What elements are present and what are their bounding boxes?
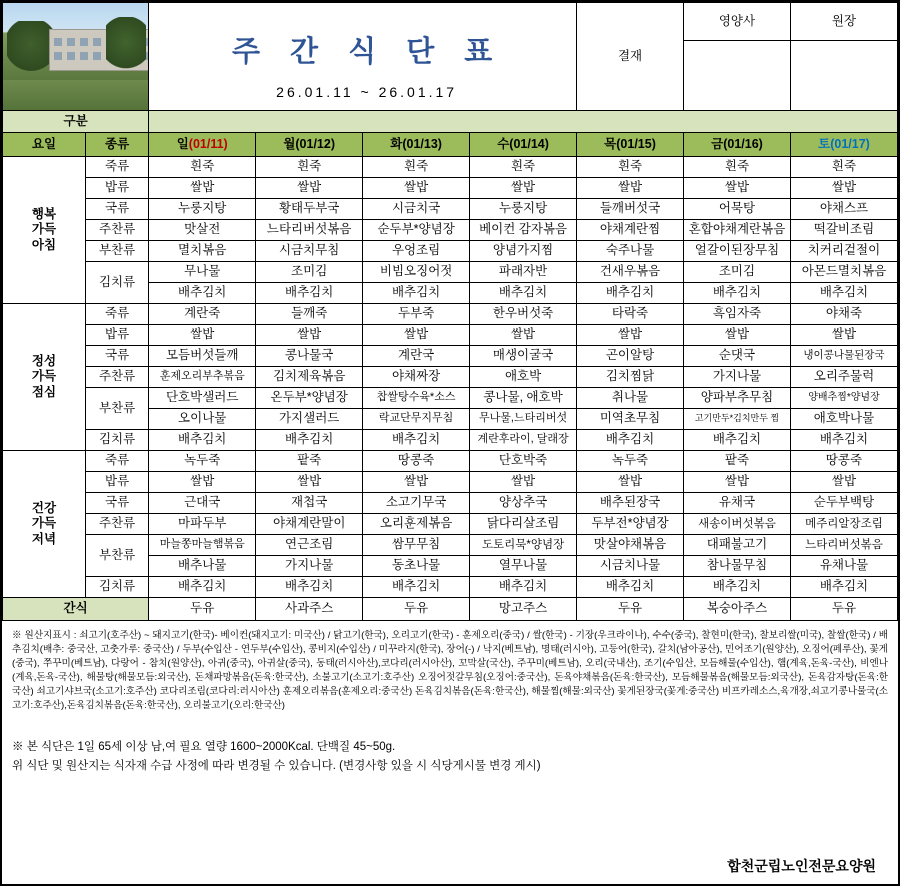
meal-label-line-2: 아침: [31, 237, 57, 252]
dish-cell: 야채죽: [790, 304, 897, 325]
dish-cell: 쌀밥: [256, 325, 363, 346]
dish-cell: 배추김치: [256, 577, 363, 598]
dish-cell: 오리훈제볶음: [363, 514, 470, 535]
dish-cell: 팥죽: [256, 451, 363, 472]
dish-cell: 조미김: [684, 262, 791, 283]
dish-cell: 야채짜장: [363, 367, 470, 388]
day-header-3: [470, 133, 577, 157]
dish-cell: 양파부추무침: [684, 388, 791, 409]
kind-dinner-5: 김치류: [85, 577, 148, 598]
gubun-header-row: [3, 111, 898, 133]
snack-cell: 두유: [149, 598, 256, 621]
dish-cell: 계란국: [363, 346, 470, 367]
dish-cell: 단호박죽: [470, 451, 577, 472]
meal-label-dinner: [3, 451, 86, 598]
day-header-1: [256, 133, 363, 157]
dish-cell: 녹두죽: [577, 451, 684, 472]
dish-cell: 쌀밥: [363, 325, 470, 346]
yoil-label: 요일: [3, 133, 86, 157]
dish-cell: 열무나물: [470, 556, 577, 577]
dish-cell: 녹두죽: [149, 451, 256, 472]
dish-cell: 가지나물: [684, 367, 791, 388]
dish-cell: 팥죽: [684, 451, 791, 472]
table-row: [3, 472, 898, 493]
date-range: 26.01.11 ~ 26.01.17: [276, 83, 458, 100]
dish-cell: 양념가지찜: [470, 241, 577, 262]
table-row: [3, 493, 898, 514]
dish-cell: 쌀밥: [577, 178, 684, 199]
dish-cell: 누룽지탕: [149, 199, 256, 220]
kind-dinner-4: 부찬류: [85, 535, 148, 577]
gubun-spacer: [149, 111, 898, 133]
dish-cell: 배추김치: [470, 283, 577, 304]
snack-cell: 두유: [790, 598, 897, 621]
snack-cell: 망고주스: [470, 598, 577, 621]
dish-cell: 쌀밥: [790, 178, 897, 199]
table-row: [3, 346, 898, 367]
kind-breakfast-2: 국류: [85, 199, 148, 220]
dish-cell: 흰죽: [149, 157, 256, 178]
dish-cell: 단호박샐러드: [149, 388, 256, 409]
dish-cell: 떡갈비조림: [790, 220, 897, 241]
dish-cell: 배추김치: [256, 283, 363, 304]
dish-cell: 얼갈이된장무침: [684, 241, 791, 262]
tree-icon: [7, 21, 55, 73]
dish-cell: 맛살전: [149, 220, 256, 241]
snack-section: [3, 598, 898, 621]
dish-cell: 순두부백탕: [790, 493, 897, 514]
dish-cell: 배추김치: [149, 283, 256, 304]
day-date-3: (01/14): [509, 136, 549, 151]
dish-cell: 도토리묵*양념장: [470, 535, 577, 556]
day-name-0: 일: [176, 136, 189, 151]
snack-cell: 두유: [577, 598, 684, 621]
dish-cell: 배추김치: [684, 577, 791, 598]
building-photo: [3, 3, 149, 111]
dish-cell: 배추김치: [363, 283, 470, 304]
kind-lunch-3: 주찬류: [85, 367, 148, 388]
dish-cell: 느타리버섯볶음: [256, 220, 363, 241]
meal-label-breakfast: [3, 157, 86, 304]
calorie-note: [2, 712, 898, 775]
dish-cell: 계란후라이, 달래장: [470, 430, 577, 451]
dish-cell: 배추김치: [149, 430, 256, 451]
day-header-0: [149, 133, 256, 157]
kind-dinner-0: 죽류: [85, 451, 148, 472]
dish-cell: 땅콩죽: [363, 451, 470, 472]
kind-breakfast-0: 죽류: [85, 157, 148, 178]
dish-cell: 쌀밥: [577, 325, 684, 346]
table-row: [3, 241, 898, 262]
dish-cell: 배추김치: [577, 283, 684, 304]
meal-section-lunch: [3, 304, 898, 451]
table-row: [3, 514, 898, 535]
snack-cell: 두유: [363, 598, 470, 621]
day-date-0: (01/11): [188, 136, 228, 151]
kind-lunch-5: 김치류: [85, 430, 148, 451]
sign-nutritionist-label: 영양사: [684, 3, 791, 41]
day-name-6: 토: [818, 136, 831, 151]
dish-cell: 두부전*양념장: [577, 514, 684, 535]
snack-cell: 사과주스: [256, 598, 363, 621]
dish-cell: 무나물: [149, 262, 256, 283]
day-date-2: (01/13): [402, 136, 442, 151]
title-block: [149, 3, 577, 111]
dish-cell: 쌈무무침: [363, 535, 470, 556]
meal-label-line-0: 행복: [31, 206, 57, 221]
dish-cell: 고기만두*김치만두 찜: [684, 409, 791, 430]
dish-cell: 연근조림: [256, 535, 363, 556]
dish-cell: 무나물,느타리버섯: [470, 409, 577, 430]
dish-cell: 누룽지탕: [470, 199, 577, 220]
dish-cell: 양배추찜*양념장: [790, 388, 897, 409]
dish-cell: 계란죽: [149, 304, 256, 325]
dish-cell: 소고기무국: [363, 493, 470, 514]
meal-label-line-1: 가득: [31, 369, 57, 384]
day-name-2: 화: [390, 136, 403, 151]
meal-label-line-1: 가득: [31, 222, 57, 237]
dish-cell: 배추김치: [684, 283, 791, 304]
dish-cell: 배추김치: [149, 577, 256, 598]
dish-cell: 흑임자죽: [684, 304, 791, 325]
dish-cell: 락교단무지무침: [363, 409, 470, 430]
dish-cell: 쌀밥: [684, 178, 791, 199]
day-header-2: [363, 133, 470, 157]
table-row: [3, 262, 898, 283]
dish-cell: 쌀밥: [149, 472, 256, 493]
snack-row: [3, 598, 898, 621]
dish-cell: 쌀밥: [363, 472, 470, 493]
dish-cell: 배추된장국: [577, 493, 684, 514]
table-row: [3, 451, 898, 472]
dish-cell: 오이나물: [149, 409, 256, 430]
day-header-6: [790, 133, 897, 157]
dish-cell: 배추김치: [577, 430, 684, 451]
day-name-4: 목: [604, 136, 617, 151]
dish-cell: 유채나물: [790, 556, 897, 577]
dish-cell: 배추김치: [790, 577, 897, 598]
kind-dinner-3: 주찬류: [85, 514, 148, 535]
table-row: [3, 325, 898, 346]
dish-cell: 훈제오리부추볶음: [149, 367, 256, 388]
dish-cell: 쌀밥: [790, 472, 897, 493]
dish-cell: 흰죽: [577, 157, 684, 178]
dish-cell: 황태두부국: [256, 199, 363, 220]
dish-cell: 냉이콩나물된장국: [790, 346, 897, 367]
dish-cell: 어묵탕: [684, 199, 791, 220]
dish-cell: 콩나물, 애호박: [470, 388, 577, 409]
dish-cell: 쌀밥: [470, 325, 577, 346]
dish-cell: 찹쌀탕수육*소스: [363, 388, 470, 409]
dish-cell: 흰죽: [363, 157, 470, 178]
dish-cell: 시금치무침: [256, 241, 363, 262]
dish-cell: 흰죽: [790, 157, 897, 178]
weekly-menu-table: [2, 2, 898, 621]
dish-cell: 들깨죽: [256, 304, 363, 325]
day-header-5: [684, 133, 791, 157]
day-date-5: (01/16): [723, 136, 763, 151]
day-name-3: 수: [497, 136, 510, 151]
dish-cell: 재첩국: [256, 493, 363, 514]
dish-cell: 쌀밥: [256, 178, 363, 199]
day-header-row: [3, 133, 898, 157]
dish-cell: 유채국: [684, 493, 791, 514]
table-row: [3, 157, 898, 178]
dish-cell: 김치제육볶음: [256, 367, 363, 388]
dish-cell: 마파두부: [149, 514, 256, 535]
dish-cell: 파래자반: [470, 262, 577, 283]
dish-cell: 흰죽: [684, 157, 791, 178]
kind-breakfast-1: 밥류: [85, 178, 148, 199]
dish-cell: 비빔오징어젓: [363, 262, 470, 283]
dish-cell: 애호박나물: [790, 409, 897, 430]
dish-cell: 마늘쫑마늘햄볶음: [149, 535, 256, 556]
dish-cell: 가지나물: [256, 556, 363, 577]
dish-cell: 쌀밥: [684, 325, 791, 346]
dish-cell: 배추김치: [470, 577, 577, 598]
dish-cell: 쌀밥: [577, 472, 684, 493]
table-row: [3, 535, 898, 556]
dish-cell: 양상추국: [470, 493, 577, 514]
dish-cell: 쌀밥: [149, 178, 256, 199]
dish-cell: 배추김치: [363, 577, 470, 598]
dish-cell: 애호박: [470, 367, 577, 388]
dish-cell: 가지샐러드: [256, 409, 363, 430]
sign-nutritionist-box[interactable]: [684, 41, 791, 111]
dish-cell: 베이컨 감자볶음: [470, 220, 577, 241]
dish-cell: 메주리알장조림: [790, 514, 897, 535]
calorie-note-line2: 위 식단 및 원산지는 식자재 수급 사정에 따라 변경될 수 있습니다. (변경사항 있을 시 식당게시물 변경 게시): [12, 759, 541, 772]
dish-cell: 닭다리살조림: [470, 514, 577, 535]
table-row: [3, 220, 898, 241]
dish-cell: 쌀밥: [684, 472, 791, 493]
dish-cell: 야채계란찜: [577, 220, 684, 241]
kind-label-kimchi: 김치류: [98, 274, 136, 289]
dish-cell: 조미김: [256, 262, 363, 283]
dish-cell: 쌀밥: [470, 178, 577, 199]
dish-cell: 시금치국: [363, 199, 470, 220]
table-row: [3, 430, 898, 451]
dish-cell: 멸치볶음: [149, 241, 256, 262]
kind-lunch-4: 부찬류: [85, 388, 148, 430]
dish-cell: 아몬드멸치볶음: [790, 262, 897, 283]
road-shape: [3, 80, 148, 110]
dish-cell: 모듬버섯들깨: [149, 346, 256, 367]
dish-cell: 쌀밥: [790, 325, 897, 346]
kind-lunch-0: 죽류: [85, 304, 148, 325]
dish-cell: 참나물무침: [684, 556, 791, 577]
kind-breakfast-4: 부찬류: [85, 241, 148, 262]
table-row: [3, 178, 898, 199]
dish-cell: 콩나물국: [256, 346, 363, 367]
dish-cell: 순댓국: [684, 346, 791, 367]
dish-cell: 배추나물: [149, 556, 256, 577]
meal-section-breakfast: [3, 157, 898, 304]
meal-section-dinner: [3, 451, 898, 598]
dish-cell: 타락죽: [577, 304, 684, 325]
kind-dinner-2: 국류: [85, 493, 148, 514]
dish-cell: 두부죽: [363, 304, 470, 325]
dish-cell: 쌀밥: [256, 472, 363, 493]
organization-name: 합천군립노인전문요양원: [727, 858, 876, 874]
kind-lunch-1: 밥류: [85, 325, 148, 346]
dish-cell: 맛살야채볶음: [577, 535, 684, 556]
dish-cell: 들깨버섯국: [577, 199, 684, 220]
sign-director-label: 원장: [790, 3, 897, 41]
dish-cell: 우엉조림: [363, 241, 470, 262]
dish-cell: 곤이알탕: [577, 346, 684, 367]
dish-cell: 김치찜닭: [577, 367, 684, 388]
dish-cell: 야채스프: [790, 199, 897, 220]
gubun-label: 구분: [3, 111, 149, 133]
meal-label-line-2: 점심: [31, 384, 57, 399]
table-row: [3, 367, 898, 388]
dish-cell: 쌀밥: [470, 472, 577, 493]
dish-cell: 온두부*양념장: [256, 388, 363, 409]
dish-cell: 혼합야채계란볶음: [684, 220, 791, 241]
approval-label: 결재: [577, 3, 684, 111]
meal-label-line-0: 건강: [31, 500, 57, 515]
day-date-6: (01/17): [830, 136, 870, 151]
dish-cell: 배추김치: [790, 283, 897, 304]
table-row: [3, 304, 898, 325]
dish-cell: 느타리버섯볶음: [790, 535, 897, 556]
dish-cell: 치커리겉절이: [790, 241, 897, 262]
table-row: [3, 388, 898, 409]
dish-cell: 숙주나물: [577, 241, 684, 262]
page-title: 주 간 식 단 표: [231, 35, 504, 68]
kind-breakfast-3: 주찬류: [85, 220, 148, 241]
dish-cell: 야채계란말이: [256, 514, 363, 535]
dish-cell: 배추김치: [684, 430, 791, 451]
dish-cell: 취나물: [577, 388, 684, 409]
day-date-4: (01/15): [616, 136, 656, 151]
dish-cell: 매생이굴국: [470, 346, 577, 367]
dish-cell: 쌀밥: [363, 178, 470, 199]
table-row: [3, 577, 898, 598]
dish-cell: 배추김치: [790, 430, 897, 451]
snack-label: 간식: [3, 598, 149, 621]
tree-icon-right: [106, 17, 146, 73]
dish-cell: 배추김치: [256, 430, 363, 451]
dish-cell: 대패불고기: [684, 535, 791, 556]
day-name-1: 월: [283, 136, 296, 151]
day-name-5: 금: [711, 136, 724, 151]
table-row: [3, 199, 898, 220]
origin-note: ※ 원산지표시 : 쇠고기(호주산) ~ 돼지고기(한국)- 베이컨(돼지고기: 미국산) / 닭고기(한국), 오리고기(한국) - 훈제오리(중국) / 쌀(한국) - 기장(우크라이나), 수수(중국), 찰현미(한국), 찰보리쌀(미국), 찰쌀(한국) / 배추김치(배추: 중국산, 고춧가루: 중국산) / 두부(수입산 - 연두부(수입산), 콩비지(수입산) / 미꾸라지(한국), 장어(-) / 낙지(베트남), 명태(러시아), 고등어(한국), 갈치(남아공산), 민어조기(원양산), 오징어(페루산), 꽃게(중국), 쭈꾸미(베트남), 다랑어 - 참치(원양산), 아귀(중국), 아귀살(중국), 동태(러시아산),코다리(러시아산), 꼬막살(국산), 주꾸미(베트남), 오리(국내산), 조기(수입산, 모듬해물(수입산), 햄(계육,돈육-국산), 비엔나(계육,돈육-국산), 해물탕(해물모듬:외국산), 돈채파망볶음(돈육:한국산), 소불고기(소고기:호주산) 오징어젓갈무침(오징어:중국산), 돈육야채볶음(돈육:한국산), 모듬해물볶음(해물모듬:외국산), 돈육감자탕(돈육:한국산) 쇠고기샤브국(소고기:호주산) 코다리조림(코다리:러시아산) 훈제오리볶음(훈제오리:중국산) 돈육김치볶음(돈육:한국산), 해물찜(해물:외국산) 꽃게된장국(꽃게:중국산) 비프카레소스,육개장,쇠고기콩나물국(소고기:호주산),돈육김치볶음(돈육:한국산), 오리불고기(오리:한국산): [12, 630, 888, 711]
calorie-note-line1: ※ 본 식단은 1일 65세 이상 남,여 필요 열량 1600~2000Kcal. 단백질 45~50g.: [12, 741, 396, 754]
dish-cell: 한우버섯죽: [470, 304, 577, 325]
kind-dinner-1: 밥류: [85, 472, 148, 493]
dish-cell: 배추김치: [577, 577, 684, 598]
dish-cell: 동초나물: [363, 556, 470, 577]
dish-cell: 미역초무침: [577, 409, 684, 430]
dish-cell: 건새우볶음: [577, 262, 684, 283]
dish-cell: 시금치나물: [577, 556, 684, 577]
dish-cell: 근대국: [149, 493, 256, 514]
dish-cell: 배추김치: [363, 430, 470, 451]
snack-cell: 복숭아주스: [684, 598, 791, 621]
kind-label: 종류: [85, 133, 148, 157]
meal-label-line-1: 가득: [31, 516, 57, 531]
dish-cell: 새송이버섯볶음: [684, 514, 791, 535]
kind-lunch-2: 국류: [85, 346, 148, 367]
dish-cell: 쌀밥: [149, 325, 256, 346]
document-header-row: [3, 3, 898, 41]
dish-cell: 땅콩죽: [790, 451, 897, 472]
day-date-1: (01/12): [295, 136, 335, 151]
dish-cell: 오리주물럭: [790, 367, 897, 388]
meal-label-line-0: 정성: [31, 353, 57, 368]
sign-director-box[interactable]: [790, 41, 897, 111]
dish-cell: 순두부*양념장: [363, 220, 470, 241]
dish-cell: 흰죽: [256, 157, 363, 178]
day-header-4: [577, 133, 684, 157]
dish-cell: 흰죽: [470, 157, 577, 178]
meal-label-lunch: [3, 304, 86, 451]
meal-label-line-2: 저녁: [31, 531, 57, 546]
kind-breakfast-5: [85, 262, 148, 304]
